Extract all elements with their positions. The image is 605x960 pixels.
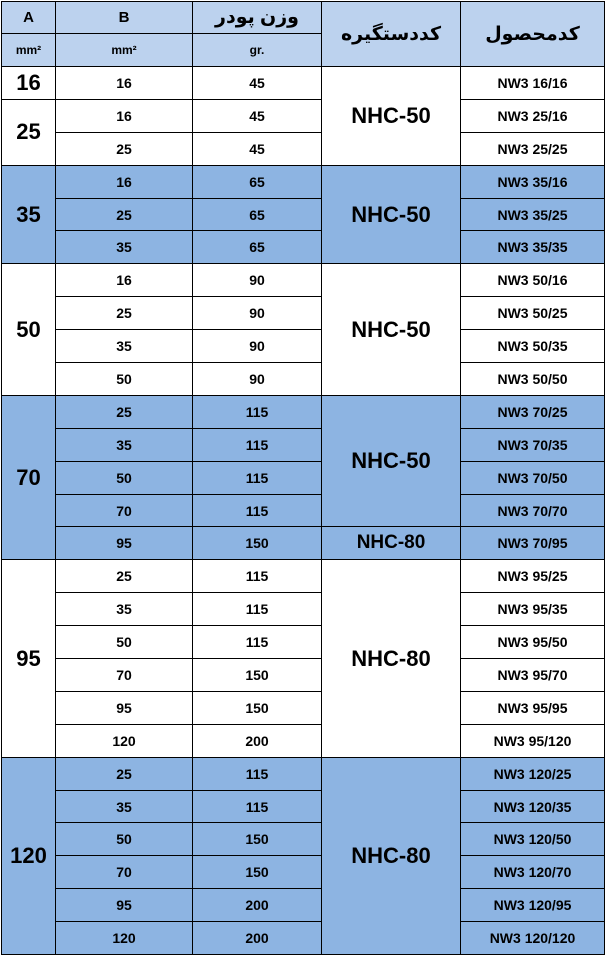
header-col-product: کدمحصول [461,2,605,67]
table-row [2,494,605,527]
cell-device-code: NHC-80 [322,527,461,560]
cell-device-code: NHC-80 [322,757,461,954]
cell-device-code: NHC-50 [322,165,461,264]
table-row [2,198,605,231]
cell-b: 70 [56,494,193,527]
header-col-b-unit: mm² [56,34,193,67]
cell-weight: 115 [193,395,322,428]
cell-b: 50 [56,626,193,659]
cell-b: 25 [56,132,193,165]
cell-b: 25 [56,757,193,790]
cell-device-code: NHC-50 [322,264,461,396]
header-row [2,2,605,34]
cell-product-code: NW3 120/25 [461,757,605,790]
cell-a: 95 [2,560,56,757]
cell-weight: 90 [193,330,322,363]
table-row [2,363,605,396]
table-row [2,691,605,724]
cell-b: 50 [56,363,193,396]
table-row [2,790,605,823]
cell-weight: 65 [193,198,322,231]
cell-weight: 65 [193,231,322,264]
cell-weight: 45 [193,99,322,132]
cell-b: 16 [56,67,193,100]
cell-product-code: NW3 95/95 [461,691,605,724]
cell-b: 70 [56,856,193,889]
header-col-weight-unit: gr. [193,34,322,67]
cell-b: 16 [56,99,193,132]
cell-weight: 200 [193,922,322,955]
table-row [2,724,605,757]
cell-weight: 90 [193,363,322,396]
table-row [2,527,605,560]
cell-product-code: NW3 120/70 [461,856,605,889]
cell-product-code: NW3 16/16 [461,67,605,100]
table-row [2,659,605,692]
cell-a: 25 [2,99,56,165]
cell-b: 16 [56,264,193,297]
table-row [2,856,605,889]
cell-weight: 150 [193,659,322,692]
cell-weight: 200 [193,889,322,922]
header-col-b: B [56,2,193,34]
product-spec-table [1,1,605,955]
cell-b: 50 [56,823,193,856]
cell-b: 95 [56,889,193,922]
cell-b: 35 [56,330,193,363]
cell-product-code: NW3 25/16 [461,99,605,132]
cell-weight: 65 [193,165,322,198]
header-col-a-unit: mm² [2,34,56,67]
cell-b: 35 [56,790,193,823]
cell-b: 25 [56,198,193,231]
cell-weight: 115 [193,757,322,790]
cell-weight: 200 [193,724,322,757]
table-row [2,560,605,593]
cell-weight: 150 [193,856,322,889]
cell-weight: 115 [193,494,322,527]
table-row [2,231,605,264]
table-row [2,264,605,297]
header-col-device: کددستگیره [322,2,461,67]
table-row [2,330,605,363]
table-row [2,626,605,659]
table-row [2,889,605,922]
cell-product-code: NW3 50/16 [461,264,605,297]
cell-b: 95 [56,527,193,560]
cell-weight: 115 [193,626,322,659]
cell-product-code: NW3 35/16 [461,165,605,198]
table-row [2,922,605,955]
table-row [2,593,605,626]
cell-device-code: NHC-50 [322,395,461,527]
table-row [2,823,605,856]
cell-b: 70 [56,659,193,692]
table-row [2,395,605,428]
table-row [2,99,605,132]
cell-product-code: NW3 35/35 [461,231,605,264]
cell-product-code: NW3 50/25 [461,297,605,330]
table-row [2,67,605,100]
cell-product-code: NW3 95/35 [461,593,605,626]
table-row [2,132,605,165]
cell-weight: 150 [193,527,322,560]
cell-a: 120 [2,757,56,954]
cell-product-code: NW3 50/35 [461,330,605,363]
cell-product-code: NW3 120/35 [461,790,605,823]
cell-device-code: NHC-50 [322,67,461,166]
cell-b: 25 [56,395,193,428]
table-row [2,297,605,330]
cell-product-code: NW3 95/70 [461,659,605,692]
header-col-weight: وزن پودر [193,2,322,34]
cell-a: 70 [2,395,56,559]
cell-product-code: NW3 50/50 [461,363,605,396]
cell-b: 35 [56,428,193,461]
cell-b: 120 [56,724,193,757]
cell-product-code: NW3 95/120 [461,724,605,757]
cell-product-code: NW3 70/25 [461,395,605,428]
cell-b: 120 [56,922,193,955]
cell-weight: 150 [193,691,322,724]
table-row [2,757,605,790]
cell-product-code: NW3 25/25 [461,132,605,165]
cell-weight: 45 [193,132,322,165]
cell-device-code: NHC-80 [322,560,461,757]
cell-b: 50 [56,461,193,494]
cell-product-code: NW3 120/95 [461,889,605,922]
cell-product-code: NW3 35/25 [461,198,605,231]
cell-product-code: NW3 95/25 [461,560,605,593]
cell-product-code: NW3 120/50 [461,823,605,856]
cell-weight: 115 [193,461,322,494]
cell-product-code: NW3 70/70 [461,494,605,527]
cell-product-code: NW3 95/50 [461,626,605,659]
header-col-a: A [2,2,56,34]
table-body [2,67,605,955]
cell-b: 35 [56,231,193,264]
cell-weight: 45 [193,67,322,100]
cell-product-code: NW3 120/120 [461,922,605,955]
cell-b: 95 [56,691,193,724]
cell-weight: 90 [193,297,322,330]
table-header [2,2,605,67]
table-row [2,428,605,461]
cell-a: 50 [2,264,56,396]
cell-b: 25 [56,297,193,330]
cell-weight: 115 [193,790,322,823]
cell-b: 35 [56,593,193,626]
cell-weight: 115 [193,428,322,461]
cell-weight: 115 [193,560,322,593]
cell-b: 25 [56,560,193,593]
cell-product-code: NW3 70/50 [461,461,605,494]
table-row [2,461,605,494]
cell-weight: 90 [193,264,322,297]
table-row [2,165,605,198]
cell-b: 16 [56,165,193,198]
cell-weight: 150 [193,823,322,856]
cell-a: 16 [2,67,56,100]
cell-product-code: NW3 70/95 [461,527,605,560]
cell-product-code: NW3 70/35 [461,428,605,461]
cell-weight: 115 [193,593,322,626]
cell-a: 35 [2,165,56,264]
